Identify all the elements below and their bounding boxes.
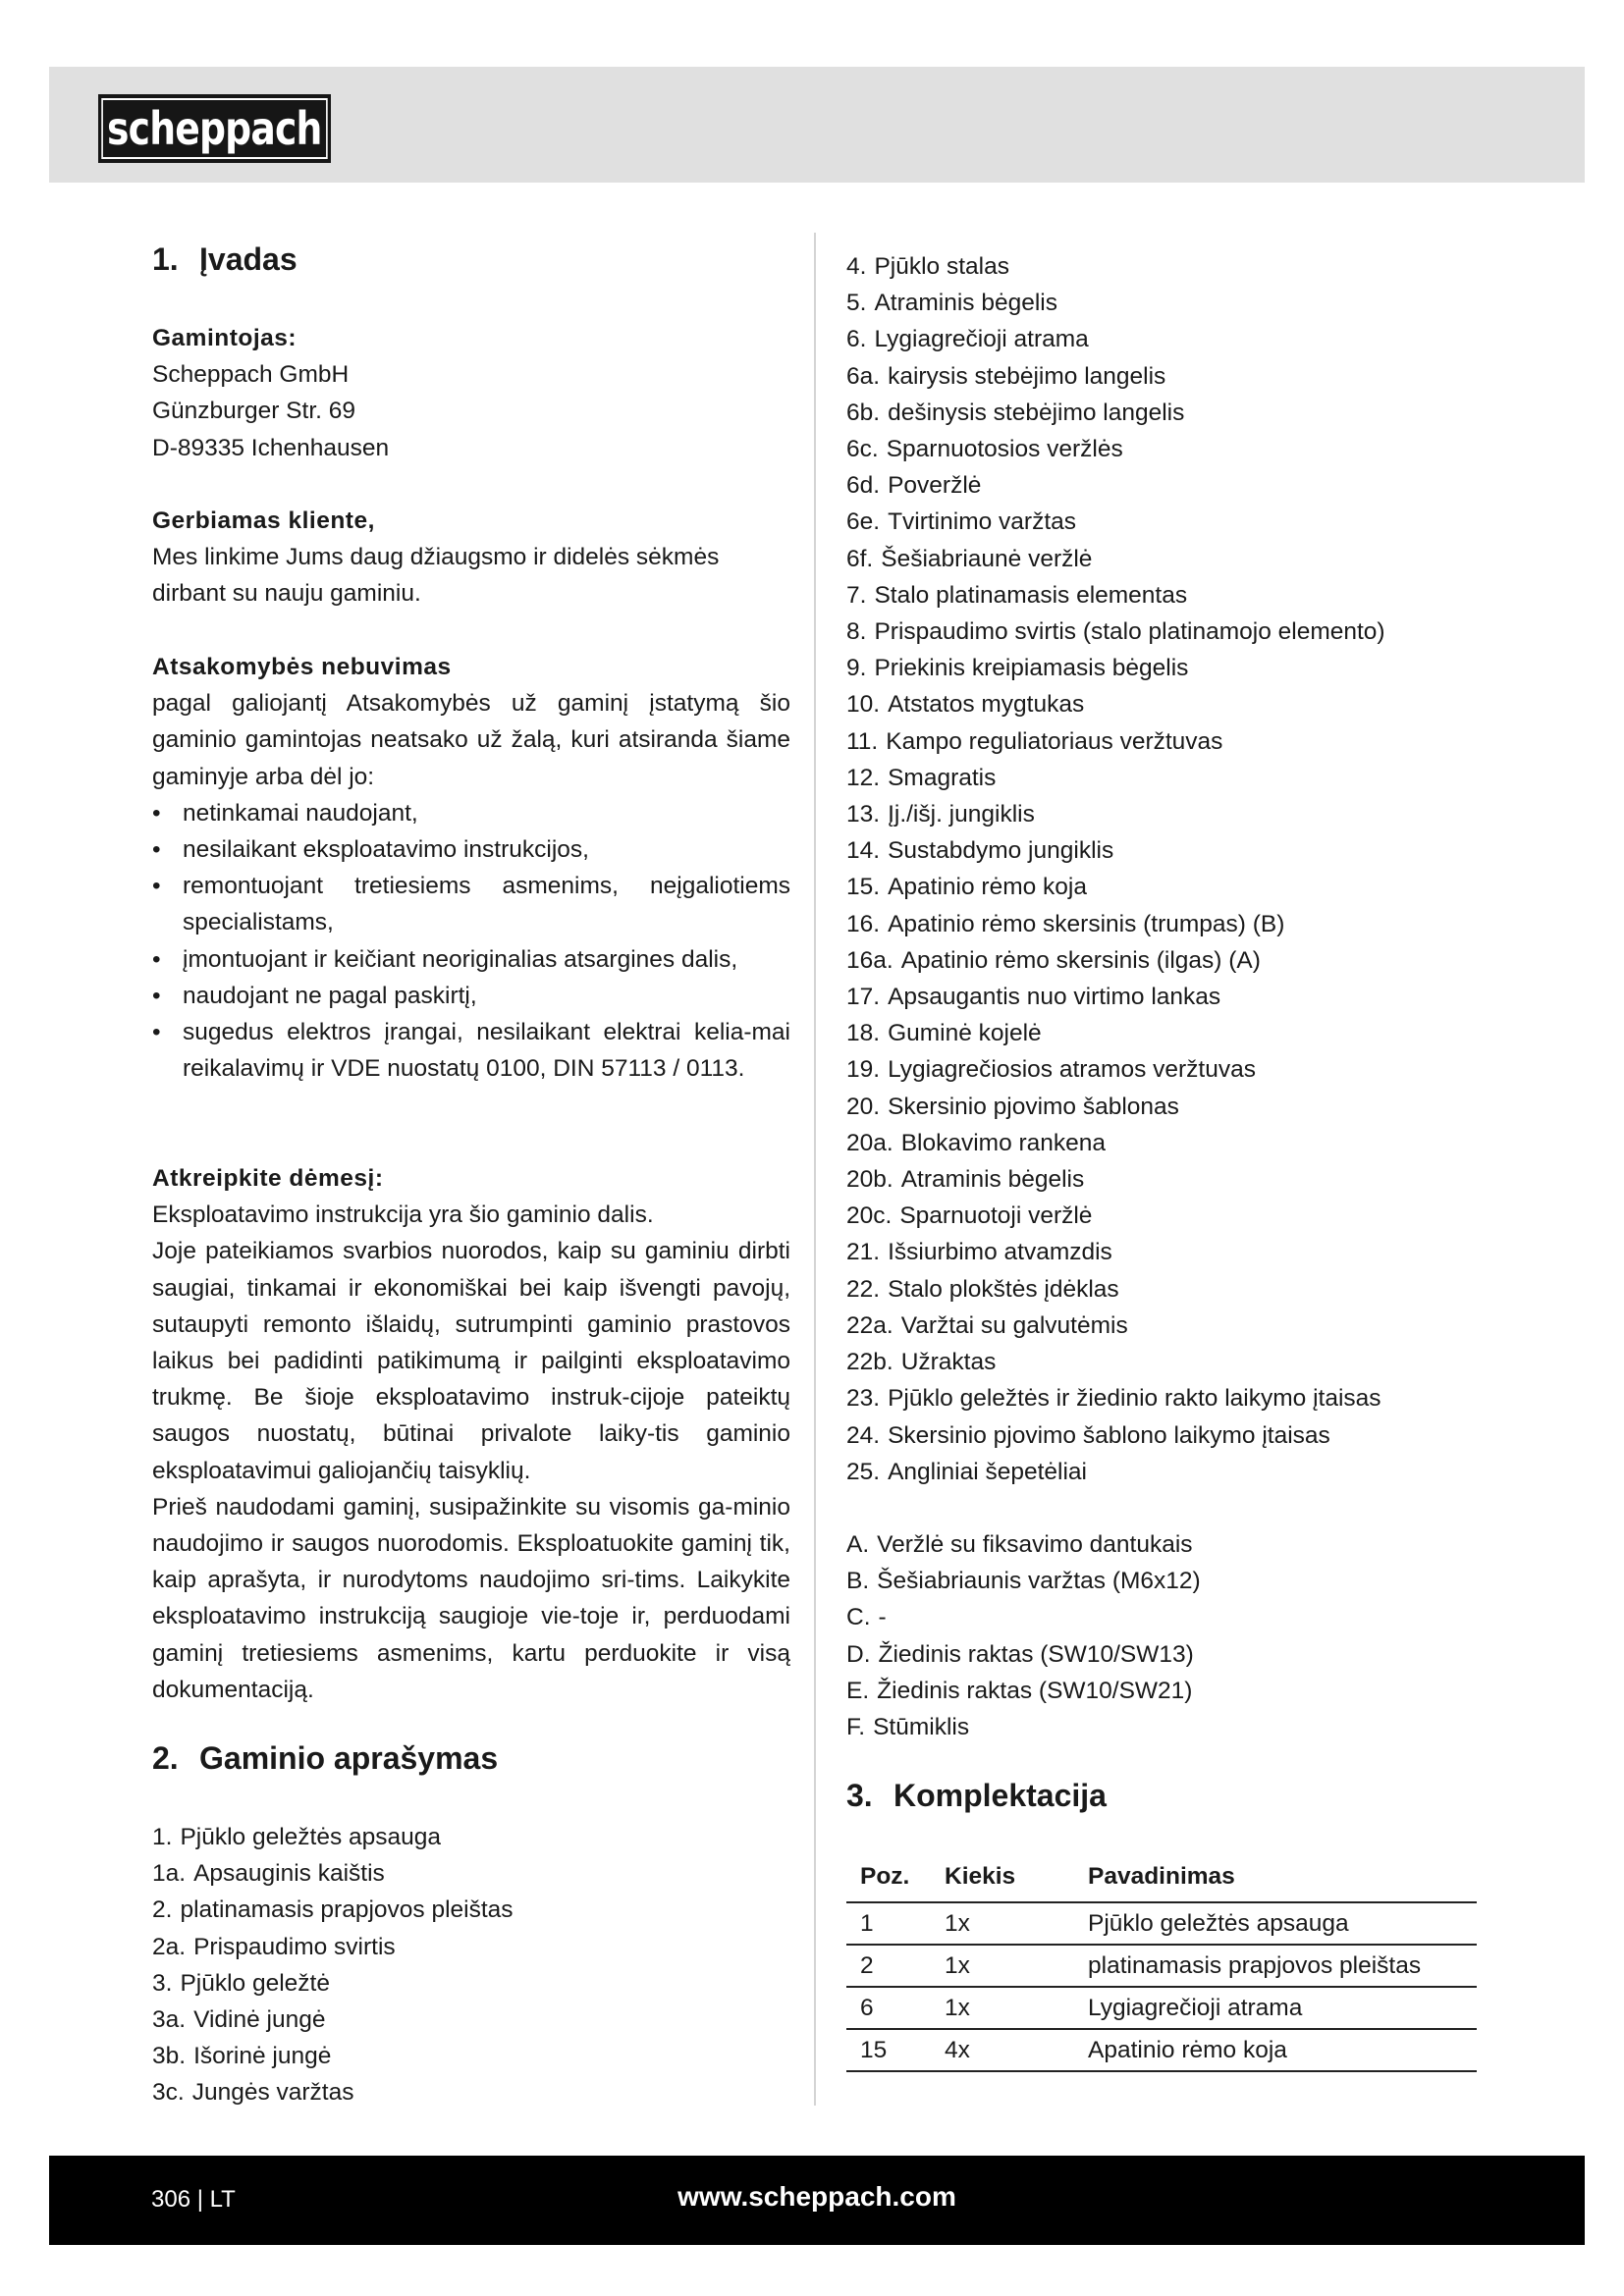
table-cell-pos: 6 (846, 1987, 945, 2029)
list-item (152, 1965, 790, 2002)
list-item (846, 1709, 1485, 1745)
item-label: dešinysis stebėjimo langelis (888, 399, 1185, 426)
item-number: 19. (846, 1056, 881, 1084)
list-item (846, 650, 1485, 686)
list-item (846, 504, 1485, 540)
item-label: Atstatos mygtukas (888, 691, 1085, 719)
list-item (152, 2002, 790, 2038)
list-item (846, 1051, 1485, 1088)
col-header-name: Pavadinimas (1088, 1852, 1477, 1902)
table-row (846, 1987, 1477, 2029)
list-item (846, 686, 1485, 722)
list-item (846, 796, 1485, 832)
item-number: 4. (846, 253, 867, 280)
item-number: 22b. (846, 1349, 893, 1376)
list-item (846, 541, 1485, 577)
item-label: Pjūklo geležtė (180, 1969, 330, 1997)
item-number: 9. (846, 655, 867, 682)
col-header-pos: Poz. (846, 1852, 945, 1902)
item-number: 6d. (846, 472, 881, 500)
item-number: 5. (846, 290, 867, 317)
section-2-number: 2. (152, 1740, 179, 1776)
item-number: 20b. (846, 1166, 893, 1194)
list-item (846, 285, 1485, 321)
table-header-row (846, 1852, 1477, 1902)
list-item (846, 321, 1485, 357)
list-item (846, 577, 1485, 614)
col-header-qty: Kiekis (945, 1852, 1088, 1902)
list-item (152, 2074, 790, 2110)
item-label: Stalo plokštės įdėklas (888, 1275, 1119, 1303)
list-item (846, 869, 1485, 905)
item-label: Šešiabriaunė veržlė (881, 545, 1093, 572)
item-number: 6e. (846, 508, 881, 536)
list-item (846, 248, 1485, 285)
section-3-title: Komplektacija (893, 1778, 1107, 1813)
attention-paragraph: Joje pateikiamos svarbios nuorodos, kaip su gaminiu dirbti saugiai, tinkamai ir ekonomiškai bei kaip išvengti pavojų, sutaupyti remonto išlaidų, sutrumpinti gaminio prastovos laikus bei padidinti patikimumą ir pailginti eksploatavimo trukmę. Be šioje eksploatavimo instruk-cijoje pateiktų saugos nuostatų, būtinai privalote laiky-tis gaminio eksploatavimui galiojančių taisyklių. (152, 1238, 790, 1484)
item-number: F. (846, 1714, 866, 1741)
item-number: 3c. (152, 2079, 185, 2107)
list-item (846, 723, 1485, 760)
list-item (152, 1855, 790, 1892)
list-item: • įmontuojant ir keičiant neoriginalias atsargines dalis, (152, 941, 790, 978)
scope-table (846, 1852, 1477, 2072)
list-item (846, 1271, 1485, 1308)
list-item (846, 1417, 1485, 1454)
item-label: Varžtai su galvutėmis (900, 1311, 1128, 1339)
list-item (846, 1599, 1485, 1635)
table-cell-qty: 1x (945, 1945, 1088, 1987)
list-item (846, 1308, 1485, 1344)
item-label: Jungės varžtas (191, 2079, 354, 2107)
list-item (846, 906, 1485, 942)
parts-list (152, 1819, 790, 2111)
liability-block (152, 649, 790, 1087)
list-item: • netinkamai naudojant, (152, 795, 790, 831)
item-number: 2a. (152, 1933, 187, 1960)
page-number: 306 | LT (151, 2186, 236, 2213)
item-label: Vidinė jungė (193, 2006, 326, 2034)
parts-list-left (152, 1819, 790, 2111)
item-number: 25. (846, 1458, 881, 1485)
item-number: 1. (152, 1824, 173, 1850)
item-number: 13. (846, 801, 881, 828)
item-number: A. (846, 1531, 870, 1558)
item-label: Skersinio pjovimo šablonas (888, 1093, 1179, 1120)
list-item (846, 1673, 1485, 1709)
section-3-heading (846, 1777, 1107, 1814)
item-label: Lygiagrečioji atrama (874, 326, 1089, 353)
liability-list (152, 795, 790, 1088)
liability-text: pagal galiojantį Atsakomybės už gaminį įstatymą šio gaminio gamintojas neatsako už žalą, kuri atsiranda šiame gaminyje arba dėl jo: (152, 690, 790, 790)
item-label: Poveržlė (888, 472, 982, 500)
section-1-title: Įvadas (199, 241, 298, 277)
list-item: • remontuojant tretiesiems asmenims, neįgaliotiems specialistams, (152, 868, 790, 940)
list-item (846, 1563, 1485, 1599)
item-label: Pjūklo stalas (874, 253, 1009, 280)
list-item (152, 1929, 790, 1965)
item-label: - (878, 1604, 887, 1631)
item-number: 16. (846, 910, 881, 937)
item-number: 23. (846, 1385, 881, 1413)
list-item (846, 1526, 1485, 1563)
list-item (846, 1636, 1485, 1673)
item-number: 24. (846, 1421, 881, 1449)
item-label: Sustabdymo jungiklis (888, 837, 1114, 865)
list-item (846, 832, 1485, 869)
item-number: C. (846, 1604, 871, 1631)
item-number: 6c. (846, 436, 879, 463)
section-3-number: 3. (846, 1778, 873, 1813)
list-item (846, 1454, 1485, 1490)
list-item (846, 979, 1485, 1015)
list-item (846, 1015, 1485, 1051)
item-label: Apatinio rėmo skersinis (ilgas) (A) (900, 946, 1261, 974)
list-item (846, 1198, 1485, 1234)
item-number: 3. (152, 1969, 173, 1997)
item-label: Veržlė su fiksavimo dantukais (877, 1531, 1193, 1558)
list-item (846, 942, 1485, 979)
accessories-list (846, 1526, 1485, 1745)
item-label: Prispaudimo svirtis (stalo platinamojo elemento) (874, 618, 1385, 646)
item-label: Apsaugantis nuo virtimo lankas (888, 984, 1221, 1011)
table-cell-name: Apatinio rėmo koja (1088, 2029, 1477, 2071)
list-item (846, 431, 1485, 467)
item-label: Išorinė jungė (193, 2043, 332, 2070)
list-item (846, 358, 1485, 395)
list-item (846, 1380, 1485, 1416)
item-number: 18. (846, 1020, 881, 1047)
item-label: Smagratis (888, 764, 997, 791)
table-cell-qty: 4x (945, 2029, 1088, 2071)
item-label: Apatinio rėmo koja (888, 874, 1087, 901)
list-item: • naudojant ne pagal paskirtį, (152, 978, 790, 1014)
item-label: Kampo reguliatoriaus veržtuvas (886, 727, 1223, 755)
item-label: Atraminis bėgelis (874, 290, 1057, 317)
attention-title: Atkreipkite dėmesį: (152, 1165, 384, 1192)
list-item: • nesilaikant eksploatavimo instrukcijos, (152, 831, 790, 868)
item-number: 14. (846, 837, 881, 865)
item-number: 20c. (846, 1202, 893, 1230)
item-label: Išsiurbimo atvamzdis (888, 1239, 1112, 1266)
item-number: 6. (846, 326, 867, 353)
item-label: Prispaudimo svirtis (193, 1933, 396, 1960)
manufacturer-line: Scheppach GmbH (152, 361, 350, 389)
item-label: Šešiabriaunis varžtas (M6x12) (877, 1568, 1201, 1595)
item-number: 6a. (846, 362, 881, 390)
list-item (846, 760, 1485, 796)
accessories-items (846, 1526, 1485, 1745)
header-band (49, 67, 1585, 183)
item-label: Apatinio rėmo skersinis (trumpas) (B) (888, 910, 1285, 937)
item-label: Pjūklo geležtės apsauga (180, 1824, 442, 1850)
list-item (152, 1892, 790, 1928)
section-2-title: Gaminio aprašymas (199, 1740, 499, 1776)
table-cell-qty: 1x (945, 1902, 1088, 1945)
manufacturer-block (152, 320, 790, 466)
item-number: 20. (846, 1093, 881, 1120)
greeting-block (152, 503, 790, 613)
item-number: B. (846, 1568, 870, 1595)
list-item (846, 1161, 1485, 1198)
item-number: 22a. (846, 1311, 893, 1339)
item-number: 8. (846, 618, 867, 646)
item-label: Įj./išj. jungiklis (888, 801, 1035, 828)
item-number: 6b. (846, 399, 881, 426)
list-item (846, 1234, 1485, 1270)
item-number: 12. (846, 764, 881, 791)
list-item (846, 1344, 1485, 1380)
item-number: 11. (846, 727, 879, 755)
section-2-heading (152, 1739, 498, 1777)
item-number: 15. (846, 874, 881, 901)
item-number: 1a. (152, 1860, 187, 1888)
table-cell-name: Lygiagrečioji atrama (1088, 1987, 1477, 2029)
item-label: Tvirtinimo varžtas (888, 508, 1077, 536)
item-label: Pjūklo geležtės ir žiedinio rakto laikymo įtaisas (888, 1385, 1381, 1413)
item-number: 7. (846, 581, 867, 609)
table-cell-pos: 2 (846, 1945, 945, 1987)
scheppach-logo: scheppach (98, 94, 331, 163)
list-item: • sugedus elektros įrangai, nesilaikant elektrai kelia-mai reikalavimų ir VDE nuostatų 0100, DIN 57113 / 0113. (152, 1014, 790, 1087)
table-row (846, 1902, 1477, 1945)
attention-paragraph: Eksploatavimo instrukcija yra šio gaminio dalis. (152, 1201, 654, 1229)
greeting-title: Gerbiamas kliente, (152, 507, 375, 534)
item-number: 22. (846, 1275, 881, 1303)
item-label: Stūmiklis (873, 1714, 970, 1741)
table-cell-name: Pjūklo geležtės apsauga (1088, 1902, 1477, 1945)
manufacturer-line: Günzburger Str. 69 (152, 398, 356, 425)
item-number: 10. (846, 691, 881, 719)
item-number: 20a. (846, 1129, 893, 1156)
table-cell-name: platinamasis prapjovos pleištas (1088, 1945, 1477, 1987)
item-label: Skersinio pjovimo šablono laikymo įtaisas (888, 1421, 1330, 1449)
website-url: www.scheppach.com (677, 2181, 956, 2212)
liability-title: Atsakomybės nebuvimas (152, 654, 452, 680)
item-number: D. (846, 1640, 871, 1668)
item-label: kairysis stebėjimo langelis (888, 362, 1166, 390)
footer-band (49, 2156, 1585, 2245)
list-item (152, 1819, 790, 1855)
item-label: Užraktas (900, 1349, 997, 1376)
item-label: Sparnuotosios veržlės (886, 436, 1123, 463)
manufacturer-label: Gamintojas: (152, 325, 298, 351)
item-label: Stalo platinamasis elementas (874, 581, 1188, 609)
item-number: 3b. (152, 2043, 187, 2070)
item-label: Apsauginis kaištis (193, 1860, 385, 1888)
table-cell-pos: 15 (846, 2029, 945, 2071)
attention-paragraph: Prieš naudodami gaminį, susipažinkite su visomis ga-minio naudojimo ir saugos nuorodomis. Eksploatuokite gaminį tik, kaip aprašyta, ir nurodytoms naudojimo sri-tims. Laikykite eksploatavimo instrukciją saugioje vie-toje ir, perduodami gaminį tretiesiems asmenims, kartu perduokite ir visą dokumentaciją. (152, 1493, 790, 1703)
item-number: 16a. (846, 946, 893, 974)
list-item (152, 2038, 790, 2074)
item-label: Žiedinis raktas (SW10/SW21) (877, 1677, 1193, 1704)
parts-list (846, 248, 1485, 1490)
greeting-text: Mes linkime Jums daug džiaugsmo ir didelės sėkmės dirbant su nauju gaminiu. (152, 544, 720, 608)
item-label: Žiedinis raktas (SW10/SW13) (878, 1640, 1194, 1668)
item-label: Atraminis bėgelis (900, 1166, 1085, 1194)
item-label: Blokavimo rankena (900, 1129, 1107, 1156)
item-number: 6f. (846, 545, 874, 572)
item-number: 2. (152, 1896, 173, 1924)
item-number: 21. (846, 1239, 881, 1266)
item-number: 17. (846, 984, 881, 1011)
item-label: Angliniai šepetėliai (888, 1458, 1088, 1485)
item-label: platinamasis prapjovos pleištas (180, 1896, 514, 1924)
attention-block (152, 1160, 790, 1708)
column-divider (814, 233, 816, 2106)
item-number: E. (846, 1677, 870, 1704)
table-row (846, 2029, 1477, 2071)
item-label: Priekinis kreipiamasis bėgelis (874, 655, 1189, 682)
section-1-heading (152, 240, 298, 278)
section-1-number: 1. (152, 241, 179, 277)
parts-list-right (846, 248, 1485, 1490)
table-cell-pos: 1 (846, 1902, 945, 1945)
item-label: Sparnuotoji veržlė (899, 1202, 1093, 1230)
list-item (846, 467, 1485, 504)
table-row (846, 1945, 1477, 1987)
manufacturer-line: D-89335 Ichenhausen (152, 434, 390, 461)
list-item (846, 1125, 1485, 1161)
table-cell-qty: 1x (945, 1987, 1088, 2029)
item-number: 3a. (152, 2006, 187, 2034)
item-label: Lygiagrečiosios atramos veržtuvas (888, 1056, 1256, 1084)
list-item (846, 395, 1485, 431)
list-item (846, 614, 1485, 650)
item-label: Guminė kojelė (888, 1020, 1042, 1047)
list-item (846, 1089, 1485, 1125)
